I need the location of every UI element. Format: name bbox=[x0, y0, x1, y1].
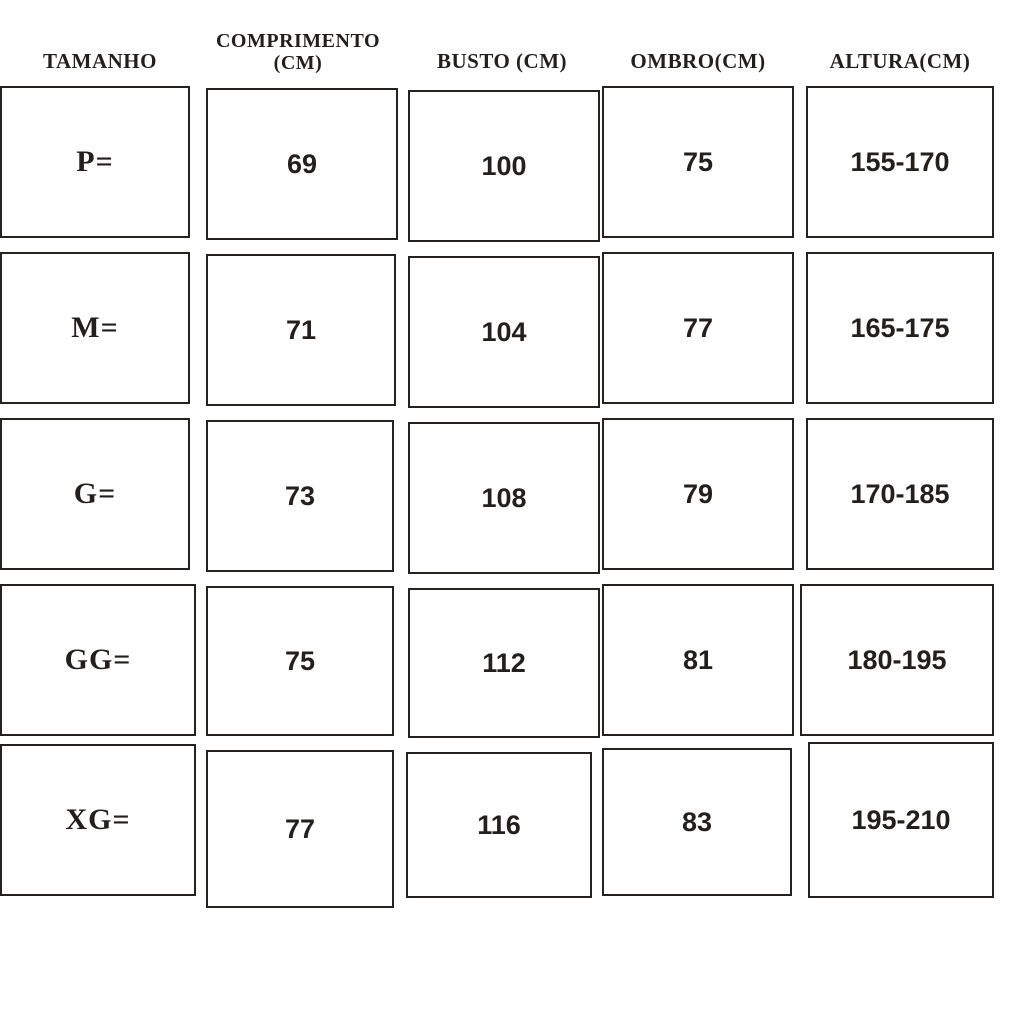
table-header-row bbox=[0, 0, 1024, 86]
table-row bbox=[0, 252, 190, 404]
table-row bbox=[408, 588, 600, 738]
column-header-altura: ALTURA(CM) bbox=[829, 49, 971, 73]
table-row bbox=[800, 584, 994, 736]
cell-ombro: 83 bbox=[681, 806, 713, 837]
cell-size: G= bbox=[73, 477, 117, 510]
table-row bbox=[602, 252, 794, 404]
cell-busto: 104 bbox=[481, 316, 527, 347]
column-header-ombro: OMBRO(CM) bbox=[630, 49, 766, 73]
cell-ombro: 81 bbox=[682, 644, 714, 675]
cell-busto: 116 bbox=[477, 809, 521, 840]
table-row bbox=[0, 418, 190, 570]
cell-comprimento: 69 bbox=[286, 148, 318, 179]
table-row bbox=[0, 744, 196, 896]
cell-size: XG= bbox=[65, 803, 131, 836]
cell-comprimento: 71 bbox=[285, 314, 317, 345]
cell-busto: 112 bbox=[482, 647, 526, 678]
cell-altura: 195-210 bbox=[851, 804, 951, 835]
table-row bbox=[806, 418, 994, 570]
column-header-comprimento-line1: COMPRIMENTO bbox=[215, 30, 380, 52]
table-row bbox=[602, 748, 792, 896]
column-header-tamanho: TAMANHO bbox=[43, 49, 157, 73]
table-row bbox=[602, 584, 794, 736]
column-header-busto: BUSTO (CM) bbox=[436, 49, 568, 73]
cell-size: M= bbox=[71, 311, 119, 344]
column-header-comprimento bbox=[196, 31, 400, 74]
table-row bbox=[806, 252, 994, 404]
table-row bbox=[602, 86, 794, 238]
cell-ombro: 77 bbox=[682, 312, 714, 343]
table-row bbox=[408, 422, 600, 574]
table-row bbox=[0, 86, 190, 238]
cell-ombro: 79 bbox=[682, 478, 714, 509]
table-row bbox=[206, 420, 394, 572]
cell-busto: 100 bbox=[481, 150, 527, 181]
table-row bbox=[206, 254, 396, 406]
table-row bbox=[206, 88, 398, 240]
table-row bbox=[206, 586, 394, 736]
cell-comprimento: 73 bbox=[284, 480, 316, 511]
cell-ombro: 75 bbox=[682, 146, 714, 177]
table-row bbox=[408, 90, 600, 242]
cell-size: P= bbox=[76, 145, 114, 178]
table-row bbox=[0, 584, 196, 736]
cell-altura: 165-175 bbox=[850, 312, 950, 343]
cell-altura: 155-170 bbox=[850, 146, 950, 177]
table-row bbox=[406, 752, 592, 898]
cell-busto: 108 bbox=[481, 482, 527, 513]
table-row bbox=[808, 742, 994, 898]
column-header-comprimento-line2: (CM) bbox=[273, 51, 323, 74]
table-row bbox=[206, 750, 394, 908]
cell-altura: 170-185 bbox=[850, 478, 950, 509]
cell-comprimento: 77 bbox=[284, 813, 316, 844]
table-row bbox=[602, 418, 794, 570]
table-row bbox=[408, 256, 600, 408]
table-row bbox=[806, 86, 994, 238]
cell-altura: 180-195 bbox=[847, 644, 947, 675]
cell-size: GG= bbox=[64, 643, 132, 676]
cell-comprimento: 75 bbox=[284, 645, 316, 676]
